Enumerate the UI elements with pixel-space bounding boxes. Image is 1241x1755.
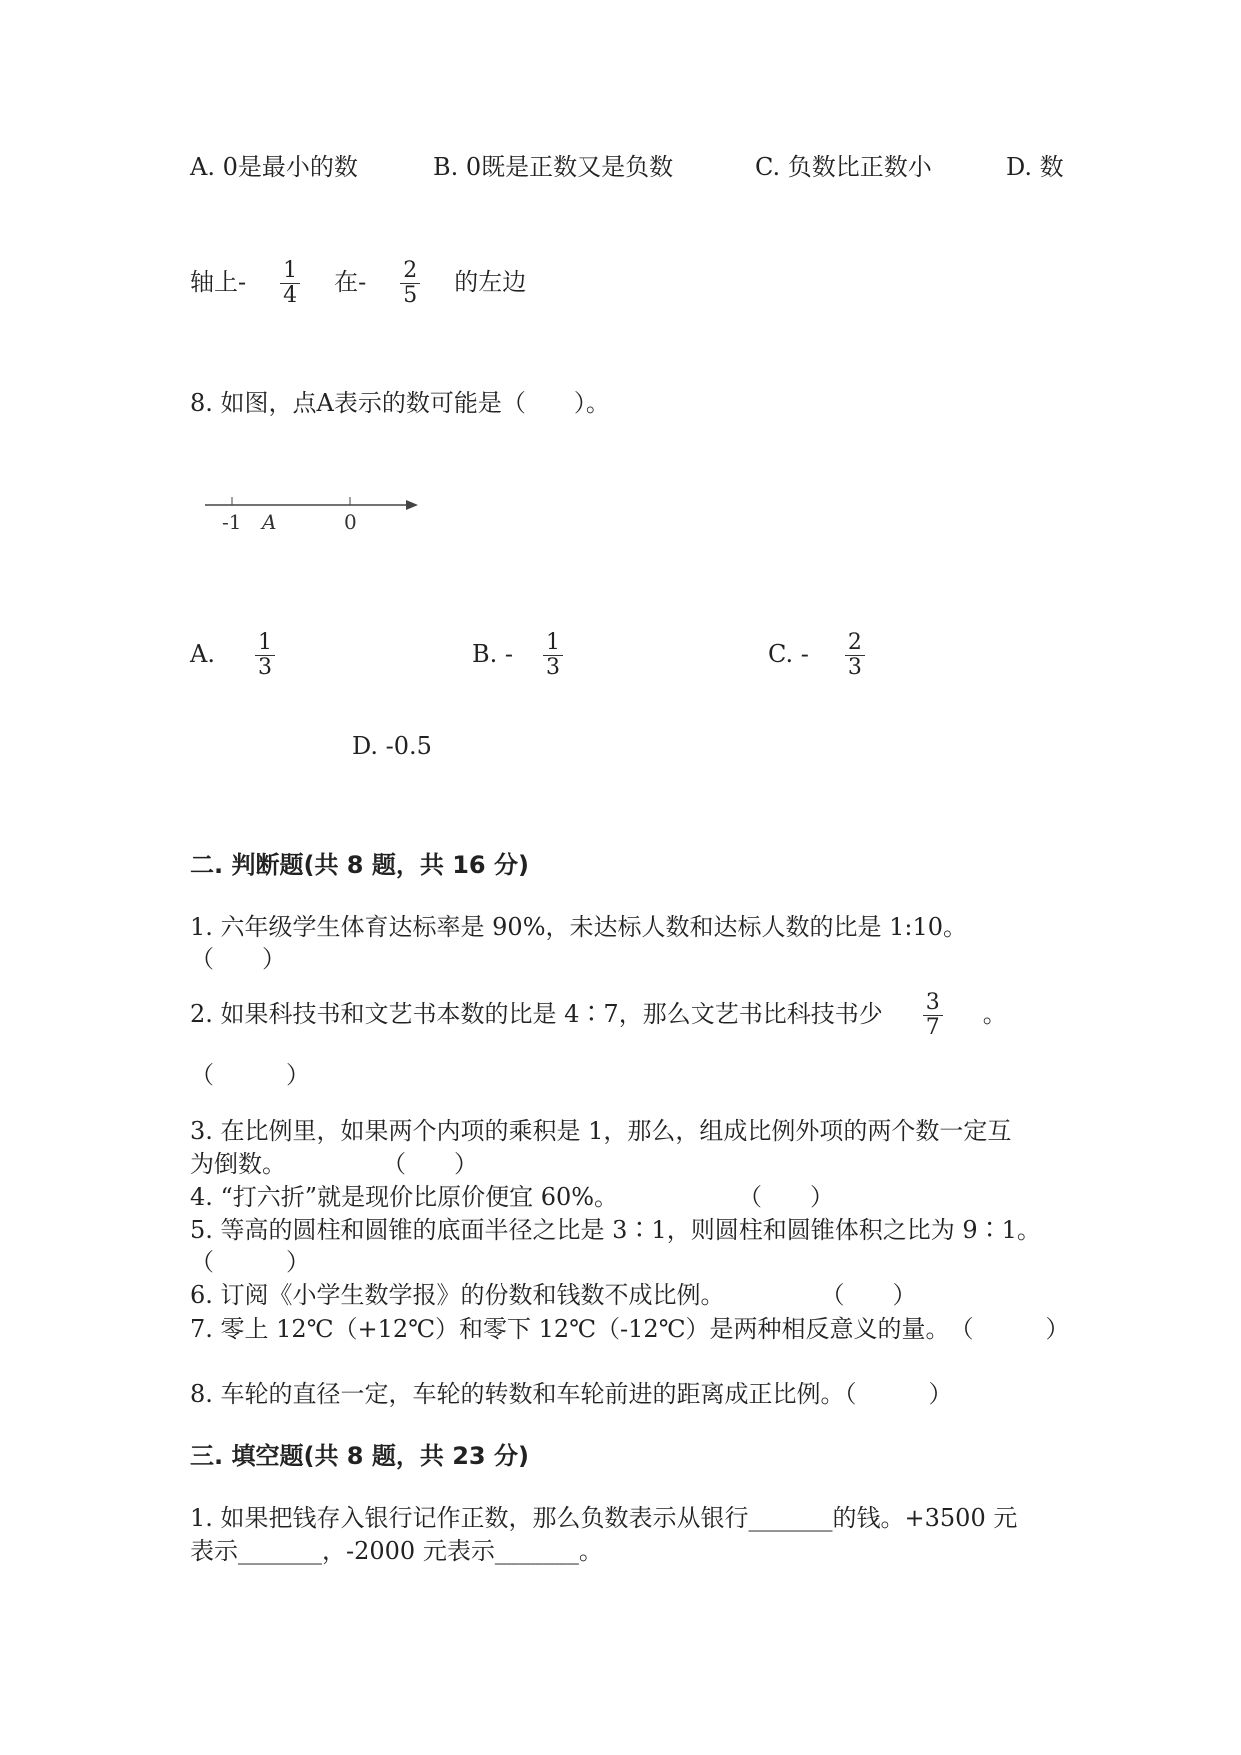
q8-option-d: D. -0.5 bbox=[352, 732, 432, 760]
judge-q2: 2. 如果科技书和文艺书本数的比是 4∶7，那么文艺书比科技书少 $\frac{3}{7}$ 。 bbox=[190, 990, 1007, 1040]
judge-q6: 6. 订阅《小学生数学报》的份数和钱数不成比例。 （ ） bbox=[190, 1281, 917, 1309]
judge-q5: 5. 等高的圆柱和圆锥的底面半径之比是 3∶1，则圆柱和圆锥体积之比为 9∶1。 bbox=[190, 1216, 1041, 1244]
q7-option-c: C. 负数比正数小 bbox=[755, 153, 932, 181]
judge-q8: 8. 车轮的直径一定，车轮的转数和车轮前进的距离成正比例。（ ） bbox=[190, 1380, 953, 1408]
judge-q7: 7. 零上 12℃（+12℃）和零下 12℃（-12℃）是两种相反意义的量。 （ ） bbox=[190, 1315, 1070, 1343]
judge-q2-paren: （ ） bbox=[190, 1061, 310, 1089]
q7-option-d: D. 数 bbox=[1006, 153, 1064, 181]
q7-option-d-continued bbox=[190, 258, 526, 308]
q8-option-b: B. - $\frac{1}{3}$ bbox=[472, 630, 573, 680]
q8-option-c: C. - $\frac{2}{3}$ bbox=[768, 630, 875, 680]
fraction: $\frac{2}{5}$ bbox=[400, 259, 420, 308]
fraction: $\frac{1}{4}$ bbox=[280, 259, 300, 308]
tick-label: 0 bbox=[344, 510, 357, 534]
text: 在- bbox=[334, 268, 367, 296]
fill-q1: 1. 如果把钱存入银行记作正数，那么负数表示从银行_______的钱。+3500 元 bbox=[190, 1504, 1018, 1532]
q8-stem: 8. 如图，点A表示的数可能是（ ）。 bbox=[190, 389, 610, 417]
q8-option-a: A. $\frac{1}{3}$ bbox=[190, 630, 285, 680]
judge-q3: 3. 在比例里，如果两个内项的乘积是 1，那么，组成比例外项的两个数一定互 bbox=[190, 1117, 1012, 1145]
judge-q4: 4. “打六折”就是现价比原价便宜 60%。 （ ） bbox=[190, 1183, 835, 1211]
q7-option-a: A. 0是最小的数 bbox=[190, 153, 358, 181]
section3-heading: 三. 填空题(共 8 题，共 23 分) bbox=[190, 1442, 529, 1470]
point-label: A bbox=[262, 510, 277, 534]
text: 的左边 bbox=[454, 268, 527, 296]
judge-q1: 1. 六年级学生体育达标率是 90%，未达标人数和达标人数的比是 1:10。 bbox=[190, 913, 968, 941]
judge-q5-paren: （ ） bbox=[190, 1248, 310, 1276]
tick-label: -1 bbox=[222, 510, 242, 534]
section2-heading: 二. 判断题(共 8 题，共 16 分) bbox=[190, 851, 529, 879]
number-line bbox=[200, 485, 430, 535]
fill-q1-cont: 表示_______，-2000 元表示_______。 bbox=[190, 1537, 603, 1565]
judge-q3-cont: 为倒数。 （ ） bbox=[190, 1150, 478, 1178]
text: 轴上- bbox=[190, 268, 247, 296]
judge-q1-paren: （ ） bbox=[190, 945, 286, 973]
q7-option-b: B. 0既是正数又是负数 bbox=[433, 153, 674, 181]
